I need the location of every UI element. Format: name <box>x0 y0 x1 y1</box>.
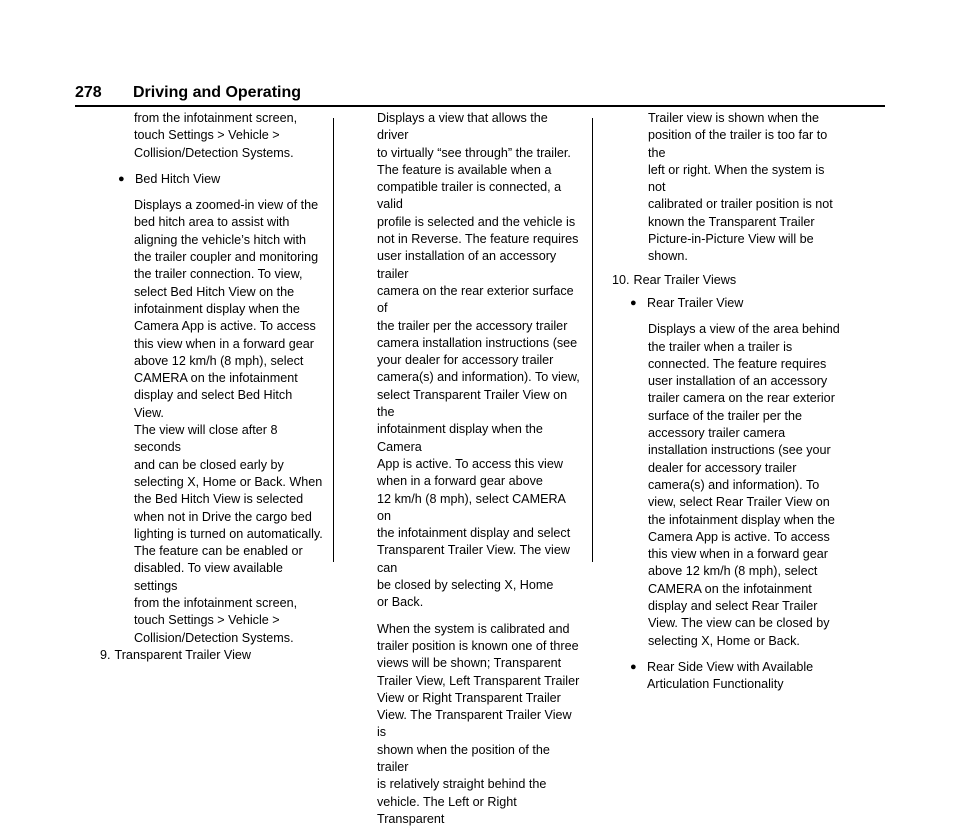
text-line: the trailer connection. To view, <box>134 267 303 282</box>
text-line: CAMERA on the infotainment <box>648 581 812 596</box>
paragraph <box>134 197 325 647</box>
item-number: 9. <box>100 647 111 662</box>
column-2 <box>377 110 582 828</box>
text-line: calibrated or trailer position is not <box>648 197 833 212</box>
bullet-item <box>118 171 325 188</box>
text-line: this view when in a forward gear <box>648 547 828 562</box>
text-line: from the infotainment screen, <box>134 111 298 125</box>
section-title: Driving and Operating <box>133 84 302 101</box>
text-line: known the Transparent Trailer <box>648 214 815 229</box>
text-line: App is active. To access this view <box>377 456 563 471</box>
bullet-title: Rear Trailer View <box>647 295 744 310</box>
bullet-item <box>630 659 842 694</box>
text-line: Trailer view is shown when the <box>648 111 820 125</box>
text-line: connected. The feature requires <box>648 356 827 371</box>
text-line: selecting X, Home or Back. When <box>134 474 323 489</box>
text-line: above 12 km/h (8 mph), select <box>134 353 304 368</box>
numbered-item <box>612 272 842 289</box>
page-number: 278 <box>75 84 102 101</box>
text-line: Displays a view that allows the driver <box>377 111 548 143</box>
text-line: the infotainment display when the <box>648 512 835 527</box>
text-line: camera(s) and information). To <box>648 477 820 492</box>
text-line: position of the trailer is too far to the <box>648 128 828 160</box>
text-line: the trailer coupler and monitoring <box>134 250 319 265</box>
bullet-icon: ● <box>630 296 637 309</box>
text-line: trailer position is known one of three <box>377 638 579 653</box>
text-line: Displays a zoomed-in view of the <box>134 198 319 213</box>
item-title: Transparent Trailer View <box>114 647 252 662</box>
text-line: selecting X, Home or Back. <box>648 633 800 648</box>
text-line: aligning the vehicle’s hitch with <box>134 232 306 247</box>
text-line: view, select Rear Trailer View on <box>648 495 830 510</box>
text-line: above 12 km/h (8 mph), select <box>648 564 818 579</box>
text-line: When the system is calibrated and <box>377 621 570 636</box>
text-line: surface of the trailer per the <box>648 408 803 423</box>
text-line: The feature can be enabled or <box>134 544 303 559</box>
text-line: View. The Transparent Trailer View is <box>377 708 572 740</box>
text-line: Camera App is active. To access <box>134 319 316 334</box>
text-line: accessory trailer camera <box>648 426 786 441</box>
text-line: be closed by selecting X, Home <box>377 578 554 593</box>
text-line: Articulation Functionality <box>647 677 784 692</box>
text-line: CAMERA on the infotainment <box>134 371 298 386</box>
text-line: The feature is available when a <box>377 162 552 177</box>
page-header <box>75 84 885 104</box>
column-divider <box>333 118 334 562</box>
text-line: Transparent Trailer View. The view can <box>377 543 570 575</box>
text-line: vehicle. The Left or Right Transparent <box>377 794 517 826</box>
text-line: camera(s) and information). To view, <box>377 370 580 385</box>
text-line: select Transparent Trailer View on the <box>377 387 568 420</box>
text-line: Trailer View, Left Transparent Trailer <box>377 673 580 688</box>
text-line: is relatively straight behind the <box>377 777 547 792</box>
text-line: touch Settings > Vehicle > <box>134 128 280 143</box>
text-line: the infotainment display and select <box>377 526 571 541</box>
text-line: the Bed Hitch View is selected <box>134 492 304 507</box>
header-rule <box>75 105 885 107</box>
paragraph <box>648 110 842 266</box>
text-line: infotainment display when the <box>134 301 300 316</box>
text-line: trailer camera on the rear exterior <box>648 391 835 406</box>
text-line: Displays a view of the area behind <box>648 322 840 337</box>
paragraph <box>377 110 582 612</box>
text-line: Rear Side View with Available <box>647 659 814 674</box>
text-line: View. The view can be closed by <box>648 616 830 631</box>
text-line: to virtually “see through” the trailer. <box>377 145 571 160</box>
text-line: compatible trailer is connected, a valid <box>377 180 562 212</box>
column-divider <box>592 118 593 562</box>
column-3 <box>612 110 842 694</box>
text-line: infotainment display when the Camera <box>377 422 543 454</box>
text-line: dealer for accessory trailer <box>648 460 797 475</box>
text-line: camera on the rear exterior surface of <box>377 283 574 316</box>
text-line: display and select Bed Hitch View. <box>134 388 293 420</box>
text-line: user installation of an accessory <box>648 374 828 389</box>
text-line: View or Right Transparent Trailer <box>377 690 561 705</box>
column-1 <box>100 110 325 664</box>
text-line: and can be closed early by <box>134 457 284 472</box>
text-line: or Back. <box>377 595 424 610</box>
bullet-title: Bed Hitch View <box>135 171 221 186</box>
text-line: the trailer per the accessory trailer <box>377 318 568 333</box>
text-line: installation instructions (see your <box>648 443 831 458</box>
text-line: left or right. When the system is not <box>648 162 825 195</box>
text-line: Collision/Detection Systems. <box>134 145 294 160</box>
text-line: views will be shown; Transparent <box>377 656 562 671</box>
text-line: this view when in a forward gear <box>134 336 314 351</box>
text-line: Collision/Detection Systems. <box>134 630 294 645</box>
bullet-title <box>647 659 813 694</box>
text-line: lighting is turned on automatically. <box>134 526 323 541</box>
numbered-item <box>100 647 325 664</box>
text-line: the trailer when a trailer is <box>648 339 793 354</box>
bullet-item <box>630 295 842 312</box>
bullet-icon: ● <box>630 660 637 673</box>
text-line: shown when the position of the trailer <box>377 742 550 774</box>
text-line: Picture-in-Picture View will be shown. <box>648 232 814 264</box>
text-line: Camera App is active. To access <box>648 529 830 544</box>
text-line: camera installation instructions (see <box>377 335 578 350</box>
paragraph <box>134 110 325 162</box>
text-line: bed hitch area to assist with <box>134 215 290 230</box>
text-line: The view will close after 8 seconds <box>134 423 278 455</box>
text-line: select Bed Hitch View on the <box>134 284 295 299</box>
text-line: user installation of an accessory trailer <box>377 249 557 281</box>
text-line: when in a forward gear above <box>377 474 543 489</box>
text-line: profile is selected and the vehicle is <box>377 214 576 229</box>
text-line: disabled. To view available settings <box>134 561 283 593</box>
text-line: when not in Drive the cargo bed <box>134 509 312 524</box>
text-line: your dealer for accessory trailer <box>377 353 554 368</box>
item-title: Rear Trailer Views <box>633 272 737 287</box>
text-line: display and select Rear Trailer <box>648 599 818 614</box>
text-line: from the infotainment screen, <box>134 596 298 611</box>
paragraph <box>648 321 842 650</box>
paragraph <box>377 621 582 828</box>
item-number: 10. <box>612 272 630 287</box>
text-line: not in Reverse. The feature requires <box>377 232 579 247</box>
text-line: 12 km/h (8 mph), select CAMERA on <box>377 491 566 523</box>
bullet-icon: ● <box>118 172 125 185</box>
text-line: touch Settings > Vehicle > <box>134 613 280 628</box>
